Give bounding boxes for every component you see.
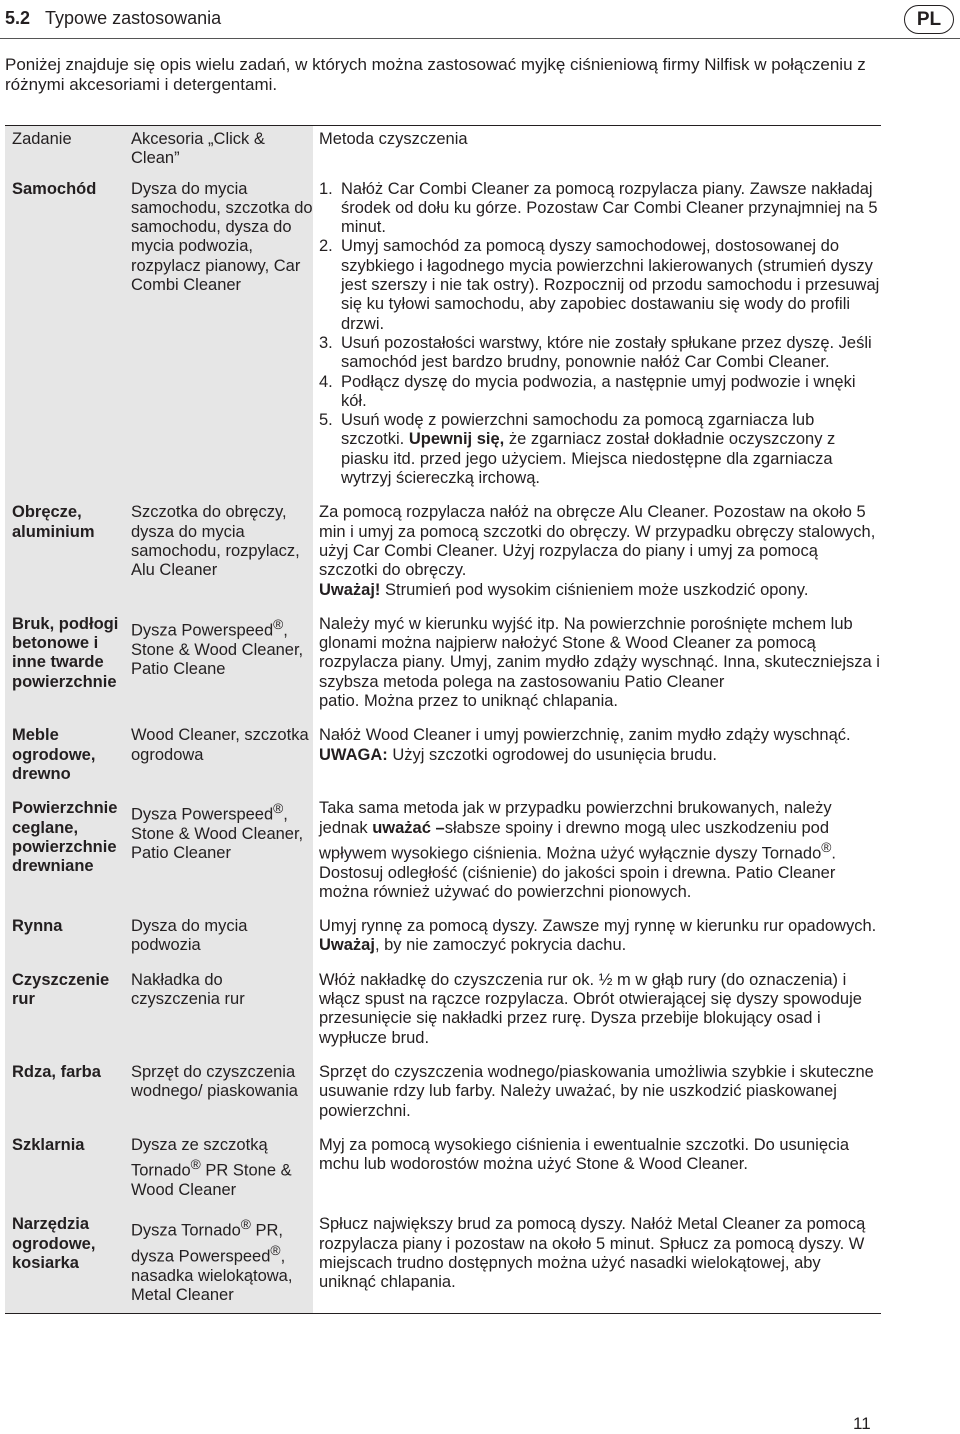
registered-mark: ® xyxy=(273,801,284,817)
task-cell: Czyszczenie rur xyxy=(5,964,127,1056)
accessories-cell: Dysza do mycia podwozia xyxy=(127,910,313,964)
warning-text: uważać – xyxy=(372,818,445,837)
registered-mark: ® xyxy=(240,1217,251,1233)
task-cell: Bruk, podłogi betonowe i inne twarde powierzchnie xyxy=(5,608,127,719)
warning-text: Upewnij się, xyxy=(408,430,505,449)
intro-paragraph: Poniżej znajduje się opis wielu zadań, w których można zastosować myjkę ciśnieniową firmy Nilfisk w połączeniu z różnymi akcesoriami i detergentami. xyxy=(5,55,866,94)
warning-text: UWAGA: xyxy=(319,745,388,764)
step-text xyxy=(341,411,881,488)
table-row xyxy=(5,173,881,497)
method-text: Umyj rynnę za pomocą dyszy. Zawsze myj rynnę w kierunku rur opadowych. xyxy=(319,917,877,936)
method-text: słabsze spoiny i drewno mogą ulec uszkodzeniu pod wpływem wysokiego ciśnienia. Można użyć wyłącznie dyszy Tornado xyxy=(319,818,829,863)
accessories-text: Dysza Tornado xyxy=(131,1221,241,1240)
registered-mark: ® xyxy=(821,839,832,855)
accessories-cell: Nakładka do czyszczenia rur xyxy=(127,964,313,1056)
warning-text: Uważaj xyxy=(319,936,375,955)
accessories-text: Dysza Powerspeed xyxy=(131,621,274,640)
accessories-cell xyxy=(127,1208,313,1314)
section-number: 5.2 xyxy=(5,8,31,28)
page-number: 11 xyxy=(853,1414,871,1433)
accessories-text: Dysza Powerspeed xyxy=(131,805,274,824)
method-cell: Sprzęt do czyszczenia wodnego/piaskowania umożliwia szybkie i skuteczne usuwanie rdzy lub farby. Należy uważać, by nie uszkodzić piaskowanej powierzchni. xyxy=(319,1062,874,1120)
accessories-text: Dysza ze szczotką Tornado xyxy=(131,1135,268,1180)
accessories-text: PR Stone & Wood Cleaner xyxy=(131,1161,292,1199)
task-cell: Szklarnia xyxy=(5,1129,127,1208)
registered-mark: ® xyxy=(190,1157,201,1173)
header-method: Metoda czyszczenia xyxy=(319,130,468,148)
accessories-cell xyxy=(127,1129,313,1208)
method-cell xyxy=(313,173,881,497)
task-cell: Rynna xyxy=(5,910,127,964)
step-number: 2. xyxy=(319,237,333,256)
method-text: Należy myć w kierunku wyjść itp. Na powierzchnie porośnięte mchem lub glonami można najpierw nałożyć Stone & Wood Cleaner za pomocą rozpylacza piany. Umyj, zanim mydło zdąży wyschnąć. Inna, skuteczniejsza i szybsza metoda polega na zastosowaniu Patio Cleaner xyxy=(319,614,880,691)
method-text: Nałóż Wood Cleaner i umyj powierzchnię, zanim mydło zdąży wyschnąć. xyxy=(319,726,851,745)
accessories-cell: Wood Cleaner, szczotka ogrodowa xyxy=(127,719,313,792)
table-row xyxy=(5,910,881,964)
method-step xyxy=(319,373,881,412)
step-text: Podłącz dyszę do mycia podwozia, a następnie umyj podwozie i wnęki kół. xyxy=(341,372,856,410)
task-cell: Meble ogrodowe, drewno xyxy=(5,719,127,792)
task-cell: Powierzchnie ceglane, powierzchnie drewniane xyxy=(5,792,127,910)
step-number: 4. xyxy=(319,372,333,391)
method-cell xyxy=(313,496,881,607)
warning-text: Uważaj! xyxy=(319,580,381,599)
method-cell xyxy=(313,910,881,964)
task-cell: Rdza, farba xyxy=(5,1056,127,1129)
accessories-cell: Dysza do mycia samochodu, szczotka do samochodu, dysza do mycia podwozia, rozpylacz pianowy, Car Combi Cleaner xyxy=(127,173,313,497)
table-row xyxy=(5,496,881,607)
step-text: Nałóż Car Combi Cleaner za pomocą rozpylacza piany. Zawsze nakładaj środek od dołu ku górze. Pozostaw Car Combi Cleaner przynajmniej na 5 minut. xyxy=(341,179,878,237)
accessories-cell: Sprzęt do czyszczenia wodnego/ piaskowania xyxy=(127,1056,313,1129)
step-number: 3. xyxy=(319,333,333,352)
method-step xyxy=(319,237,881,333)
method-cell: Myj za pomocą wysokiego ciśnienia i ewentualnie szczotki. Do usunięcia mchu lub wodorostów można użyć Stone & Wood Cleaner. xyxy=(319,1135,850,1174)
applications-table xyxy=(5,125,881,1314)
section-title xyxy=(5,7,221,29)
section-heading: Typowe zastosowania xyxy=(45,8,222,28)
step-number: 5. xyxy=(319,411,333,430)
accessories-cell: Szczotka do obręczy, dysza do mycia samochodu, rozpylacz, Alu Cleaner xyxy=(127,496,313,607)
method-text: Taka sama metoda jak w przypadku powierzchni brukowanych, należy jednak xyxy=(319,799,832,837)
table-row xyxy=(5,719,881,792)
language-badge: PL xyxy=(904,5,954,34)
accessories-text: , Stone & Wood Cleaner, Patio Cleane xyxy=(131,621,304,678)
method-cell: Włóż nakładkę do czyszczenia rur ok. ½ m w głąb rury (do oznaczenia) i włącz spust na rączce rozpylacza. Obrót otwierającej się dyszy spowoduje przesunięcie się nakładki przez rurę. Dysza przebije blokujący osad i wypłucze brud. xyxy=(319,970,862,1047)
task-cell: Narzędzia ogrodowe, kosiarka xyxy=(5,1208,127,1314)
method-step xyxy=(319,334,881,373)
accessories-text: , nasadka wielokątowa, Metal Cleaner xyxy=(131,1247,293,1305)
method-cell: Spłucz największy brud za pomocą dyszy. Nałóż Metal Cleaner za pomocą rozpylacza piany i pozostaw na około 5 minut. Spłucz za pomocą dyszy. W miejscach trudno dostępnych można użyć nasadki wielokątowej, aby uniknąć chlapania. xyxy=(319,1215,866,1292)
method-cell xyxy=(313,608,881,719)
method-text: Za pomocą rozpylacza nałóż na obręcze Alu Cleaner. Pozostaw na około 5 min i umyj za pomocą szczotki do obręczy. W przypadku obręczy stalowych, użyj Car Combi Cleaner. Użyj rozpylacza do piany i umyj za pomocą szczotki do obręczy. xyxy=(319,503,876,580)
header-task: Zadanie xyxy=(5,126,127,173)
table-row xyxy=(5,792,881,910)
method-text: patio. Można przez to uniknąć chlapania. xyxy=(319,692,619,711)
step-text-part: Usuń wodę z powierzchni samochodu za pomocą zgarniacza lub szczotki. xyxy=(341,411,815,449)
method-text: Użyj szczotki ogrodowej do usunięcia brudu. xyxy=(392,745,718,764)
accessories-cell xyxy=(127,608,313,719)
table-row xyxy=(5,1056,881,1129)
method-step xyxy=(319,411,881,488)
method-text: . Dostosuj odległość (ciśnienie) do jakości spoin i drewna. Patio Cleaner można również używać do powierzchni pionowych. xyxy=(319,844,836,901)
accessories-text: PR, dysza Powerspeed xyxy=(131,1221,283,1266)
registered-mark: ® xyxy=(270,1243,281,1259)
table-row xyxy=(5,1129,881,1208)
step-text-part: że zgarniacz został dokładnie oczyszczony z piasku itd. przed jego użyciem. Miejsca niedostępne dla zgarniacza wytrzyj ściereczką irchową. xyxy=(341,430,836,488)
step-text: Usuń pozostałości warstwy, które nie zostały spłukane przez dyszę. Jeśli samochód jest bardzo brudny, ponownie nałóż Car Combi Cleaner. xyxy=(341,333,872,372)
registered-mark: ® xyxy=(273,616,284,632)
method-cell xyxy=(313,719,881,792)
method-step xyxy=(319,180,881,238)
header-accessories: Akcesoria „Click & Clean” xyxy=(127,126,313,173)
task-cell: Obręcze, aluminium xyxy=(5,496,127,607)
header-divider xyxy=(0,38,960,39)
task-cell: Samochód xyxy=(5,173,127,497)
accessories-cell xyxy=(127,792,313,910)
table-row xyxy=(5,608,881,719)
table-header-row xyxy=(5,126,881,173)
table-row xyxy=(5,1208,881,1314)
method-text: Strumień pod wysokim ciśnieniem może uszkodzić opony. xyxy=(385,580,809,599)
step-number: 1. xyxy=(319,179,333,198)
step-text: Umyj samochód za pomocą dyszy samochodowej, dostosowanej do szybkiego i łagodnego mycia powierzchni lakierowanych (strumień dyszy jest szerszy i nie tak ostry). Rozpocznij od przodu samochodu i przesuwaj się ku tyłowi samochodu, aby zapobiec dostawaniu się wody do profili drzwi. xyxy=(341,237,880,333)
method-text: , by nie zamoczyć pokrycia dachu. xyxy=(374,936,627,955)
table-row xyxy=(5,964,881,1056)
method-cell xyxy=(313,792,881,910)
accessories-text: , Stone & Wood Cleaner, Patio Cleaner xyxy=(131,805,304,863)
